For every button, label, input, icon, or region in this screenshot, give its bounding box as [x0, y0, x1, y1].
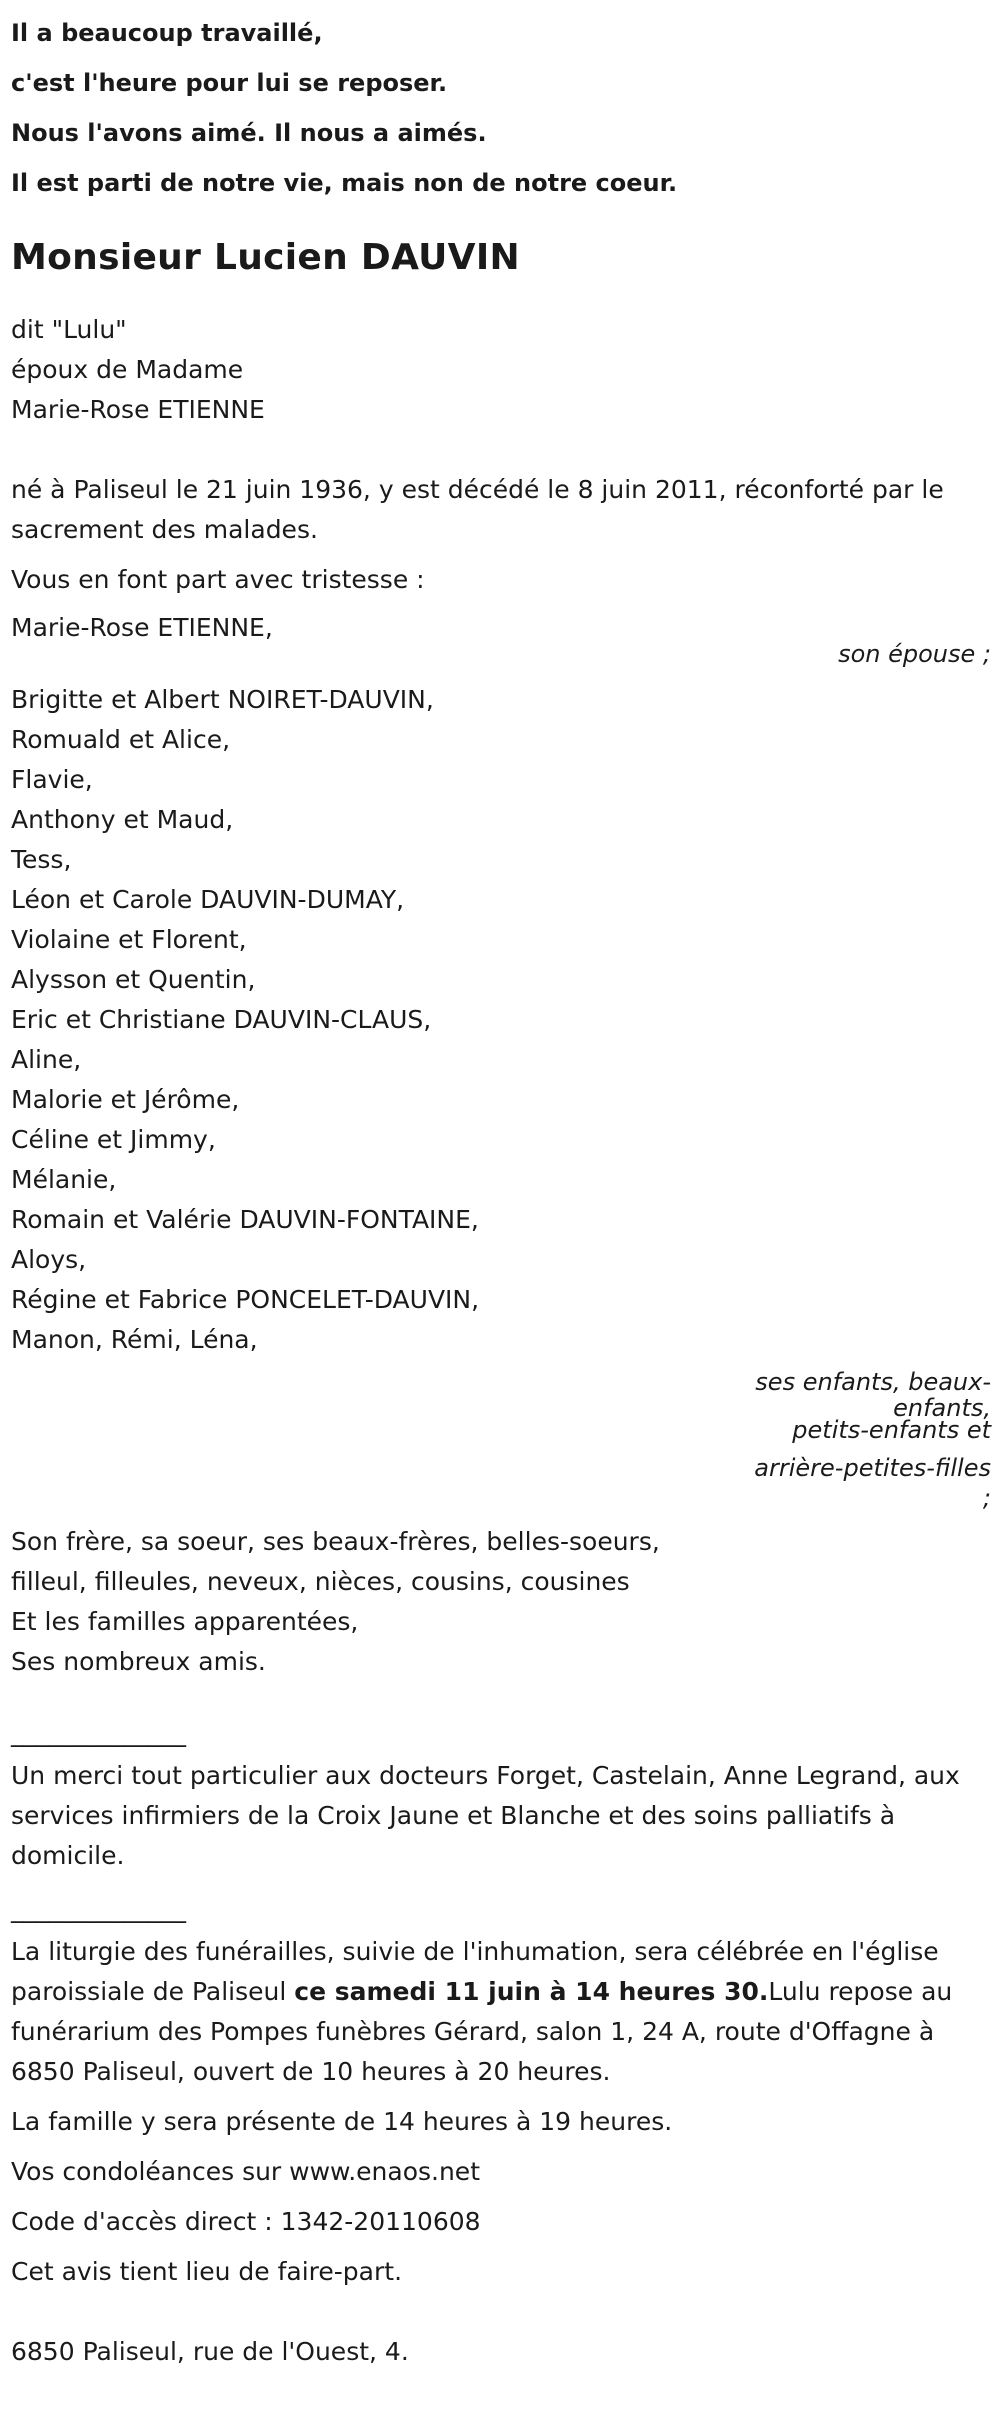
list-item: Romuald et Alice,: [11, 725, 231, 754]
epitaph-line: Nous l'avons aimé. Il nous a aimés.: [11, 119, 487, 147]
list-item: Manon, Rémi, Léna,: [11, 1325, 258, 1354]
children-list: [11, 680, 991, 1360]
separator: ______________: [11, 1718, 186, 1747]
notice-text: Cet avis tient lieu de faire-part.: [11, 2257, 403, 2286]
list-item: Léon et Carole DAUVIN-DUMAY,: [11, 885, 405, 914]
spouse-entry: Marie-Rose ETIENNE,: [11, 613, 273, 642]
children-role-line: ;: [982, 1484, 991, 1512]
separator: ______________: [11, 1894, 186, 1923]
nickname: dit "Lulu": [11, 315, 127, 344]
epitaph-line: c'est l'heure pour lui se reposer.: [11, 69, 448, 97]
birth-death-text: né à Paliseul le 21 juin 1936, y est décédé le 8 juin 2011, réconforté par le sacrement des malades.: [11, 475, 944, 544]
funeral-text: [11, 1932, 991, 2092]
list-item: Son frère, sa soeur, ses beaux-frères, belles-soeurs,: [11, 1527, 660, 1556]
children-role-line: ses enfants, beaux-: [755, 1368, 991, 1396]
spouse-name: Marie-Rose ETIENNE: [11, 395, 265, 424]
announcement: Vous en font part avec tristesse :: [11, 565, 425, 594]
obituary-notice: [11, 0, 991, 2372]
list-item: Et les familles apparentées,: [11, 1607, 359, 1636]
list-item: Régine et Fabrice PONCELET-DAUVIN,: [11, 1285, 480, 1314]
thanks-text: Un merci tout particulier aux docteurs Forget, Castelain, Anne Legrand, aux services infirmiers de la Croix Jaune et Blanche et des soins palliatifs à domicile.: [11, 1761, 960, 1870]
list-item: Eric et Christiane DAUVIN-CLAUS,: [11, 1005, 432, 1034]
children-role-line: arrière-petites-filles: [754, 1454, 991, 1482]
family-presence: La famille y sera présente de 14 heures à 19 heures.: [11, 2107, 673, 2136]
list-item: Tess,: [11, 845, 72, 874]
list-item: Ses nombreux amis.: [11, 1647, 266, 1676]
funeral-text-start: La liturgie des funérailles, suivie de l'inhumation, sera célébrée en l'église paroissiale de Paliseul: [11, 1937, 939, 2006]
intro-block: [11, 310, 991, 430]
list-item: Malorie et Jérôme,: [11, 1085, 240, 1114]
epitaph-line: Il est parti de notre vie, mais non de notre coeur.: [11, 169, 678, 197]
list-item: filleul, filleules, neveux, nièces, cousins, cousines: [11, 1567, 630, 1596]
list-item: Anthony et Maud,: [11, 805, 234, 834]
list-item: Alysson et Quentin,: [11, 965, 256, 994]
list-item: Céline et Jimmy,: [11, 1125, 216, 1154]
access-code: Code d'accès direct : 1342-20110608: [11, 2207, 481, 2236]
list-item: Mélanie,: [11, 1165, 117, 1194]
other-relatives: [11, 1522, 991, 1682]
children-role: [11, 1362, 991, 1518]
funeral-datetime: ce samedi 11 juin à 14 heures 30.: [294, 1977, 769, 2006]
deceased-name: Monsieur Lucien DAUVIN: [11, 237, 520, 278]
funeral-text-end: Lulu repose au funérarium des Pompes funèbres Gérard, salon 1, 24 A, route d'Offagne à 6850 Paliseul, ouvert de 10 heures à 20 heures.: [11, 1977, 953, 2086]
epitaph-line: Il a beaucoup travaillé,: [11, 19, 323, 47]
epitaph: [11, 0, 991, 208]
address: 6850 Paliseul, rue de l'Ouest, 4.: [11, 2337, 409, 2366]
children-role-line: petits-enfants et: [792, 1416, 991, 1444]
list-item: Aline,: [11, 1045, 82, 1074]
spouse-role: son épouse ;: [838, 640, 991, 668]
condolences-text: Vos condoléances sur www.enaos.net: [11, 2157, 480, 2186]
children-role-line: enfants,: [893, 1394, 991, 1422]
list-item: Brigitte et Albert NOIRET-DAUVIN,: [11, 685, 434, 714]
list-item: Aloys,: [11, 1245, 87, 1274]
list-item: Violaine et Florent,: [11, 925, 247, 954]
list-item: Flavie,: [11, 765, 93, 794]
spouse-of: époux de Madame: [11, 355, 244, 384]
list-item: Romain et Valérie DAUVIN-FONTAINE,: [11, 1205, 479, 1234]
